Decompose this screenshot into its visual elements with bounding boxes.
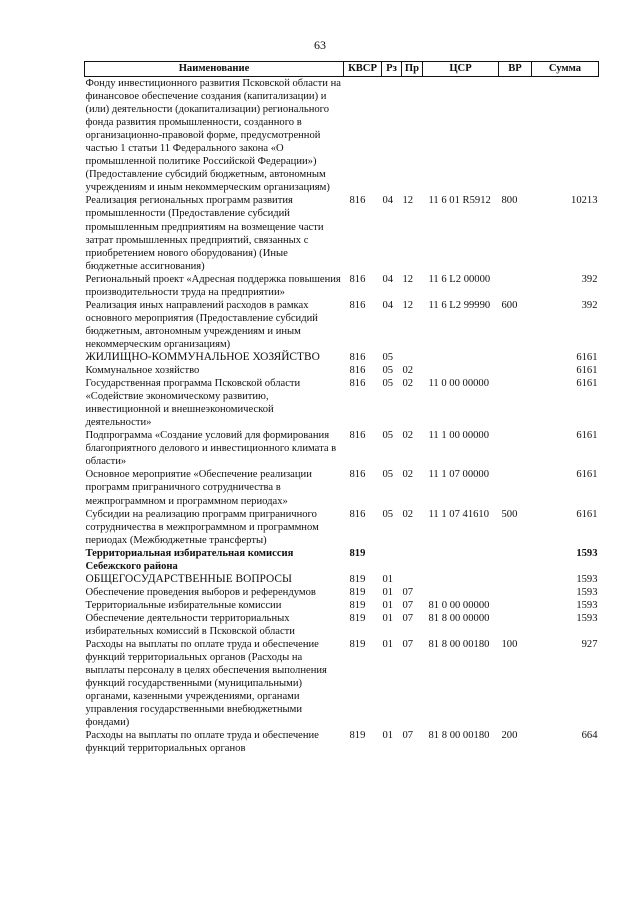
cell-rz: 04	[382, 299, 394, 311]
cell-csr	[423, 77, 499, 195]
table-row	[85, 273, 599, 299]
cell-csr: 11 6 L2 99990	[428, 299, 491, 311]
header-vr: ВР	[499, 62, 532, 77]
cell-pr	[402, 573, 423, 586]
cell-rz: 05	[382, 365, 394, 377]
cell-kvsr: 816	[349, 378, 366, 390]
table-row	[85, 429, 599, 468]
table-row	[85, 612, 599, 638]
header-sum: Сумма	[532, 62, 599, 77]
cell-sum: 1593	[576, 599, 598, 611]
cell-kvsr: 819	[349, 573, 366, 585]
cell-kvsr: 819	[349, 730, 366, 742]
cell-sum: 392	[581, 299, 598, 311]
cell-kvsr: 816	[349, 273, 366, 285]
cell-rz: 01	[382, 730, 394, 742]
cell-name: Расходы на выплаты по оплате труда и обеспечение функций территориальных органов (Расходы на выплаты персоналу в целях обеспечения выполнения функций государственными (муниципальными) органами, казенными учреждениями, органами управления государственными внебюджетными фондами)	[85, 639, 327, 729]
cell-csr: 11 1 00 00000	[428, 430, 490, 442]
cell-rz: 05	[382, 378, 394, 390]
table-row	[85, 468, 599, 507]
cell-rz: 04	[382, 195, 394, 207]
cell-kvsr: 816	[349, 365, 366, 377]
cell-csr	[423, 364, 499, 377]
cell-name: Расходы на выплаты по оплате труда и обеспечение функций территориальных органов	[85, 730, 319, 755]
cell-sum	[532, 77, 599, 195]
cell-pr: 07	[402, 639, 414, 651]
cell-vr	[499, 599, 532, 612]
cell-vr: 600	[501, 299, 518, 311]
cell-rz: 01	[382, 639, 394, 651]
cell-pr: 12	[402, 195, 414, 207]
cell-pr	[402, 547, 423, 573]
table-body	[85, 77, 599, 756]
cell-kvsr: 816	[349, 351, 366, 363]
cell-pr: 02	[402, 378, 414, 390]
cell-pr: 02	[402, 469, 414, 481]
table-row	[85, 377, 599, 429]
cell-vr	[499, 273, 532, 299]
cell-sum: 1593	[576, 586, 598, 598]
cell-name: ОБЩЕГОСУДАРСТВЕННЫЕ ВОПРОСЫ	[85, 572, 292, 585]
cell-vr	[499, 547, 532, 573]
cell-vr	[499, 586, 532, 599]
header-row	[85, 62, 599, 77]
cell-pr: 02	[402, 430, 414, 442]
cell-csr: 11 6 L2 00000	[428, 273, 491, 285]
cell-name: Государственная программа Псковской области «Содействие экономическому развитию, инвестиционной и внешнеэкономической деятельности»	[85, 378, 301, 429]
table-row	[85, 599, 599, 612]
cell-name: Обеспечение проведения выборов и референдумов	[85, 586, 316, 598]
cell-pr	[402, 77, 423, 195]
cell-csr: 11 1 07 41610	[428, 508, 490, 520]
cell-vr	[499, 377, 532, 429]
cell-sum: 6161	[576, 378, 598, 390]
cell-name: Субсидии на реализацию программ приграничного сотрудничества в межпрограммном и программном периодах (Межбюджетные трансферты)	[85, 508, 319, 546]
cell-rz: 04	[382, 273, 394, 285]
cell-vr	[499, 364, 532, 377]
cell-kvsr: 819	[349, 547, 366, 559]
cell-pr: 07	[402, 599, 414, 611]
cell-pr: 12	[402, 299, 414, 311]
table-row	[85, 573, 599, 586]
cell-name: Подпрограмма «Создание условий для формирования благоприятного делового и инвестиционного климата в области»	[85, 430, 337, 468]
table-row	[85, 586, 599, 599]
cell-vr	[499, 429, 532, 468]
table-row	[85, 364, 599, 377]
cell-kvsr: 816	[349, 508, 366, 520]
cell-sum: 6161	[576, 365, 598, 377]
cell-csr: 81 8 00 00180	[428, 639, 490, 651]
header-rz: Рз	[382, 62, 402, 77]
cell-sum: 927	[581, 639, 598, 651]
table-row	[85, 638, 599, 729]
cell-kvsr: 816	[349, 469, 366, 481]
cell-pr: 02	[402, 508, 414, 520]
cell-csr	[423, 351, 499, 364]
cell-sum: 10213	[571, 195, 598, 207]
cell-kvsr: 819	[349, 599, 366, 611]
table-row	[85, 729, 599, 755]
header-pr: Пр	[402, 62, 423, 77]
cell-pr: 07	[402, 586, 414, 598]
cell-rz: 05	[382, 469, 394, 481]
cell-pr: 02	[402, 365, 414, 377]
cell-csr: 81 8 00 00180	[428, 730, 490, 742]
cell-kvsr: 816	[349, 299, 366, 311]
cell-name: Обеспечение деятельности территориальных избирательных комиссий в Псковской области	[85, 612, 295, 637]
cell-vr: 500	[501, 508, 518, 520]
cell-sum: 1593	[576, 573, 598, 585]
cell-rz: 01	[382, 599, 394, 611]
cell-csr: 11 6 01 R5912	[428, 195, 491, 207]
cell-vr	[499, 612, 532, 638]
header-name: Наименование	[85, 62, 344, 77]
cell-rz: 05	[382, 508, 394, 520]
cell-kvsr: 819	[349, 612, 366, 624]
table-row	[85, 77, 599, 195]
table-row	[85, 194, 599, 272]
cell-csr	[423, 573, 499, 586]
cell-sum: 6161	[576, 469, 598, 481]
cell-sum: 6161	[576, 508, 598, 520]
cell-vr	[499, 573, 532, 586]
cell-name: Региональный проект «Адресная поддержка повышения производительности труда на предприятии»	[85, 273, 341, 298]
cell-name: ЖИЛИЩНО-КОММУНАЛЬНОЕ ХОЗЯЙСТВО	[85, 350, 320, 363]
cell-kvsr: 819	[349, 639, 366, 651]
cell-csr: 81 0 00 00000	[428, 599, 490, 611]
cell-rz: 05	[382, 430, 394, 442]
cell-name: Реализация региональных программ развития промышленности (Предоставление субсидий промышленным предприятиям на возмещение части затрат промышленных предприятий, связанных с приобретением нового оборудования) (Иные бюджетные ассигнования)	[85, 195, 324, 272]
cell-name: Территориальная избирательная комиссия Себежского района	[85, 547, 294, 572]
cell-vr	[499, 351, 532, 364]
cell-vr	[499, 77, 532, 195]
cell-csr: 11 1 07 00000	[428, 469, 490, 481]
cell-rz	[382, 77, 402, 195]
cell-sum: 1593	[576, 612, 598, 624]
cell-sum: 392	[581, 273, 598, 285]
cell-kvsr: 819	[349, 586, 366, 598]
cell-vr: 200	[501, 730, 518, 742]
cell-csr: 81 8 00 00000	[428, 612, 490, 624]
cell-sum: 664	[581, 730, 598, 742]
cell-pr: 07	[402, 730, 414, 742]
cell-rz: 05	[382, 351, 394, 363]
cell-kvsr: 816	[349, 195, 366, 207]
page-number: 63	[314, 38, 326, 52]
cell-sum: 6161	[576, 351, 598, 363]
cell-rz: 01	[382, 612, 394, 624]
cell-vr: 800	[501, 195, 518, 207]
header-kvsr: КВСР	[344, 62, 382, 77]
cell-name: Коммунальное хозяйство	[85, 365, 200, 377]
cell-pr: 12	[402, 273, 414, 285]
cell-csr: 11 0 00 00000	[428, 378, 490, 390]
cell-rz	[382, 547, 402, 573]
header-csr: ЦСР	[423, 62, 499, 77]
cell-sum: 1593	[576, 547, 598, 559]
table-row	[85, 508, 599, 547]
table-header	[85, 62, 599, 77]
cell-vr: 100	[501, 639, 518, 651]
cell-name: Реализация иных направлений расходов в рамках основного мероприятия (Предоставление субсидий бюджетным, автономным учреждениям и иным некоммерческим организациям)	[85, 299, 318, 350]
cell-kvsr: 816	[349, 430, 366, 442]
cell-rz: 01	[382, 586, 394, 598]
cell-name: Основное мероприятие «Обеспечение реализации программ приграничного сотрудничества в межпрограммном и программном периодах»	[85, 469, 312, 507]
cell-pr: 07	[402, 612, 414, 624]
cell-name: Территориальные избирательные комиссии	[85, 599, 282, 611]
cell-kvsr	[344, 77, 382, 195]
cell-pr	[402, 351, 423, 364]
cell-vr	[499, 468, 532, 507]
budget-table	[84, 61, 599, 755]
cell-csr	[423, 547, 499, 573]
table-row	[85, 299, 599, 351]
table-row	[85, 547, 599, 573]
cell-sum: 6161	[576, 430, 598, 442]
table-row	[85, 351, 599, 364]
cell-rz: 01	[382, 573, 394, 585]
cell-name: Фонду инвестиционного развития Псковской области на финансовое обеспечение создания (капитализации) и (или) деятельности (докапитализации) регионального фонда развития промышленности, созданного в организационно-правовой форме, предусмотренной частью 1 статьи 11 Федерального закона «О промышленной политике Российской Федерации») (Предоставление субсидий бюджетным, автономным учреждениям и иным некоммерческим организациям)	[85, 78, 341, 194]
cell-csr	[423, 586, 499, 599]
